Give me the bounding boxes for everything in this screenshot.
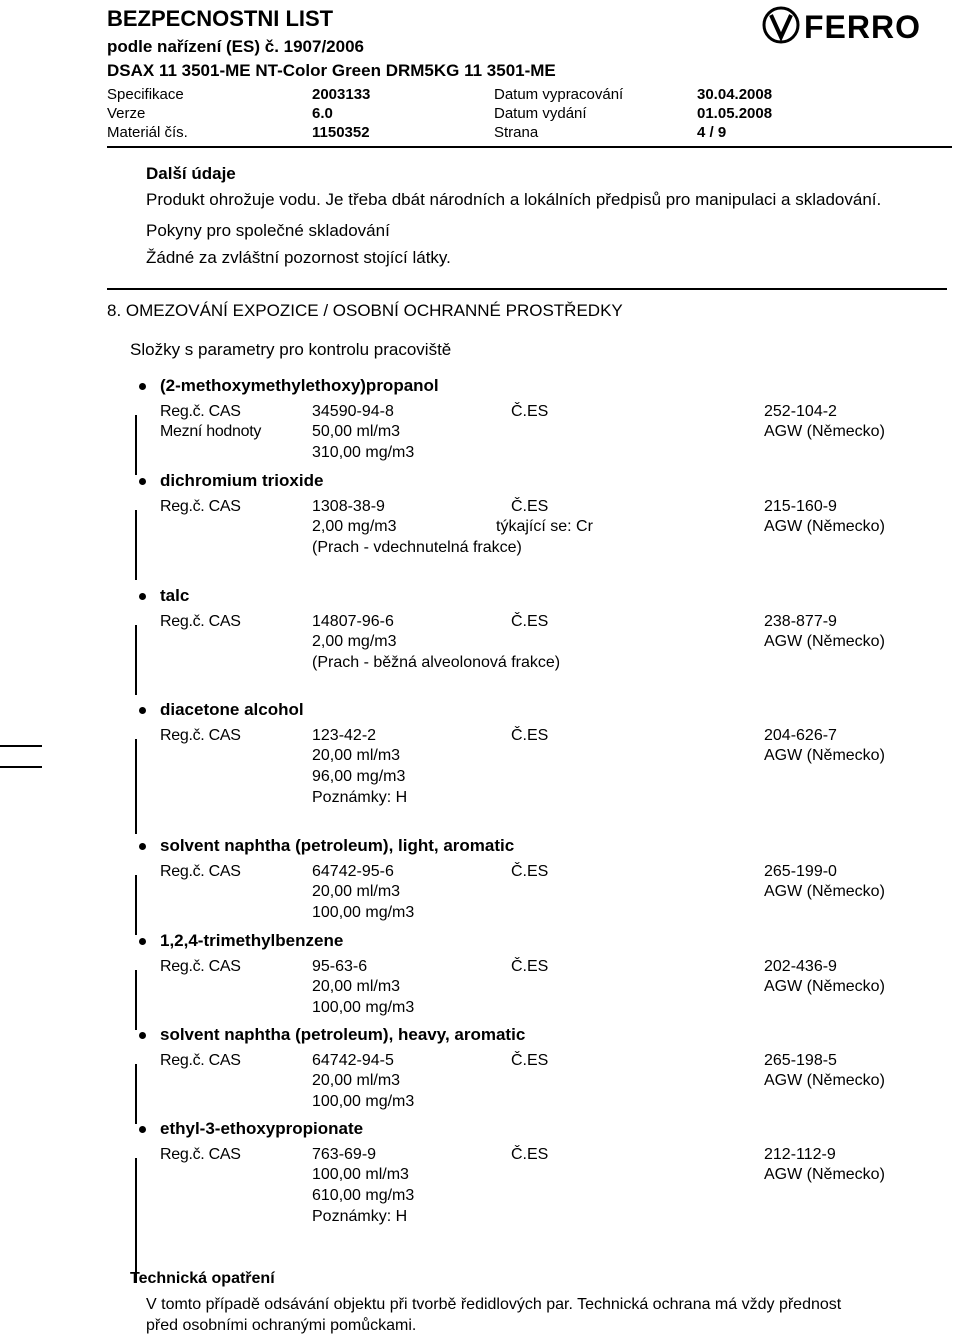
es-label: Č.ES bbox=[511, 727, 549, 744]
regulation-line: podle nařízení (ES) č. 1907/2006 bbox=[107, 37, 365, 56]
substance-name: dichromium trioxide bbox=[160, 471, 324, 490]
cas-label: Reg.č. CAS bbox=[160, 613, 241, 630]
section-divider bbox=[107, 288, 947, 290]
limit-value: 2,00 mg/m3 bbox=[312, 633, 397, 650]
limit-value: 310,00 mg/m3 bbox=[312, 444, 415, 461]
substance-name: solvent naphtha (petroleum), heavy, aromatic bbox=[160, 1025, 526, 1044]
limit-note: týkající se: Cr bbox=[496, 518, 593, 535]
limit-value: 96,00 mg/m3 bbox=[312, 768, 406, 785]
bullet-icon bbox=[139, 1032, 146, 1039]
es-label: Č.ES bbox=[511, 403, 549, 420]
es-label: Č.ES bbox=[511, 958, 549, 975]
limit-value: 2,00 mg/m3 bbox=[312, 518, 397, 535]
es-number: 212-112-9 bbox=[764, 1146, 836, 1163]
substance-name: 1,2,4-trimethylbenzene bbox=[160, 931, 344, 950]
agw-label: AGW (Německo) bbox=[764, 518, 885, 535]
cas-number: 34590-94-8 bbox=[312, 403, 394, 420]
es-label: Č.ES bbox=[511, 1052, 549, 1069]
es-number: 215-160-9 bbox=[764, 498, 837, 515]
logo-text: FERRO bbox=[804, 9, 921, 45]
other-heading: Další údaje bbox=[146, 164, 236, 183]
agw-label: AGW (Německo) bbox=[764, 423, 885, 440]
agw-label: AGW (Německo) bbox=[764, 1166, 885, 1183]
storage-text: Žádné za zvláštní pozornost stojící látky. bbox=[146, 248, 451, 267]
limit-bar bbox=[135, 970, 137, 1030]
meta-value: 4 / 9 bbox=[697, 124, 727, 141]
es-number: 238-877-9 bbox=[764, 613, 837, 630]
bullet-icon bbox=[139, 707, 146, 714]
cas-label: Reg.č. CAS bbox=[160, 958, 241, 975]
section-title: 8. OMEZOVÁNÍ EXPOZICE / OSOBNÍ OCHRANNÉ PROSTŘEDKY bbox=[107, 301, 623, 320]
limit-bar bbox=[135, 415, 137, 475]
bullet-icon bbox=[139, 1126, 146, 1133]
bullet-icon bbox=[139, 478, 146, 485]
es-number: 265-198-5 bbox=[764, 1052, 837, 1069]
es-label: Č.ES bbox=[511, 498, 549, 515]
substance-name: talc bbox=[160, 586, 190, 605]
es-label: Č.ES bbox=[511, 1146, 549, 1163]
limit-value: (Prach - běžná alveolonová frakce) bbox=[312, 654, 561, 671]
meta-label: Specifikace bbox=[107, 86, 184, 103]
document-title: BEZPECNOSTNI LIST bbox=[107, 6, 334, 31]
substance-name: ethyl-3-ethoxypropionate bbox=[160, 1119, 364, 1138]
substance-name: solvent naphtha (petroleum), light, aromatic bbox=[160, 836, 515, 855]
bullet-icon bbox=[139, 843, 146, 850]
cas-label: Reg.č. CAS bbox=[160, 1052, 241, 1069]
cas-number: 64742-95-6 bbox=[312, 863, 394, 880]
meta-value: 01.05.2008 bbox=[697, 105, 773, 122]
limit-value: 100,00 mg/m3 bbox=[312, 999, 415, 1016]
technical-heading: Technická opatření bbox=[130, 1270, 275, 1287]
technical-text-line2: před osobními ochranými pomůckami. bbox=[146, 1317, 417, 1334]
ferro-logo bbox=[762, 5, 948, 47]
meta-value: 2003133 bbox=[312, 86, 371, 103]
es-number: 265-199-0 bbox=[764, 863, 837, 880]
cas-label: Reg.č. CAS bbox=[160, 863, 241, 880]
cas-number: 64742-94-5 bbox=[312, 1052, 394, 1069]
cas-label: Reg.č. CAS bbox=[160, 727, 241, 744]
es-number: 252-104-2 bbox=[764, 403, 837, 420]
product-line: DSAX 11 3501-ME NT-Color Green DRM5KG 11 3501-ME bbox=[107, 61, 556, 80]
substance-name: diacetone alcohol bbox=[160, 700, 304, 719]
cas-label: Reg.č. CAS bbox=[160, 403, 241, 420]
limit-value: 20,00 ml/m3 bbox=[312, 747, 401, 764]
limit-value: Poznámky: H bbox=[312, 1208, 408, 1225]
agw-label: AGW (Německo) bbox=[764, 747, 885, 764]
cas-number: 14807-96-6 bbox=[312, 613, 394, 630]
limit-value: 20,00 ml/m3 bbox=[312, 883, 401, 900]
agw-label: AGW (Německo) bbox=[764, 883, 885, 900]
cas-number: 1308-38-9 bbox=[312, 498, 385, 515]
meta-label: Strana bbox=[494, 124, 539, 141]
cas-number: 763-69-9 bbox=[312, 1146, 377, 1163]
meta-value: 30.04.2008 bbox=[697, 86, 773, 103]
meta-label: Datum vydání bbox=[494, 105, 587, 122]
cas-number: 95-63-6 bbox=[312, 958, 368, 975]
limit-value: 20,00 ml/m3 bbox=[312, 978, 401, 995]
limits-label: Mezní hodnoty bbox=[160, 423, 262, 440]
limit-value: 100,00 mg/m3 bbox=[312, 904, 415, 921]
storage-heading: Pokyny pro společné skladování bbox=[146, 221, 390, 240]
agw-label: AGW (Německo) bbox=[764, 633, 885, 650]
limit-value: 50,00 ml/m3 bbox=[312, 423, 401, 440]
limit-value: (Prach - vdechnutelná frakce) bbox=[312, 539, 522, 556]
limit-value: 100,00 mg/m3 bbox=[312, 1093, 415, 1110]
limit-value: 20,00 ml/m3 bbox=[312, 1072, 401, 1089]
es-label: Č.ES bbox=[511, 613, 549, 630]
limit-value: 100,00 ml/m3 bbox=[312, 1166, 409, 1183]
change-mark bbox=[0, 766, 42, 768]
substance-name: (2-methoxymethylethoxy)propanol bbox=[160, 376, 439, 395]
cas-label: Reg.č. CAS bbox=[160, 498, 241, 515]
change-mark bbox=[0, 745, 42, 747]
limit-bar bbox=[135, 510, 137, 580]
meta-value: 1150352 bbox=[312, 124, 370, 141]
limit-value: Poznámky: H bbox=[312, 789, 408, 806]
limit-bar bbox=[135, 625, 137, 695]
meta-label: Materiál čís. bbox=[107, 124, 188, 141]
limit-value: 610,00 mg/m3 bbox=[312, 1187, 415, 1204]
technical-text-line1: V tomto případě odsávání objektu při tvorbě ředidlových par. Technická ochrana má vždy přednost bbox=[146, 1296, 842, 1313]
limit-bar bbox=[135, 1064, 137, 1124]
bullet-icon bbox=[139, 938, 146, 945]
meta-value: 6.0 bbox=[312, 105, 333, 122]
limit-bar bbox=[135, 739, 137, 834]
es-number: 204-626-7 bbox=[764, 727, 837, 744]
agw-label: AGW (Německo) bbox=[764, 978, 885, 995]
header-divider bbox=[107, 146, 952, 148]
cas-number: 123-42-2 bbox=[312, 727, 377, 744]
cas-label: Reg.č. CAS bbox=[160, 1146, 241, 1163]
limit-bar bbox=[135, 1158, 137, 1283]
bullet-icon bbox=[139, 593, 146, 600]
meta-label: Datum vypracování bbox=[494, 86, 624, 103]
meta-label: Verze bbox=[107, 105, 146, 122]
agw-label: AGW (Německo) bbox=[764, 1072, 885, 1089]
limit-bar bbox=[135, 875, 137, 935]
bullet-icon bbox=[139, 383, 146, 390]
es-label: Č.ES bbox=[511, 863, 549, 880]
other-text: Produkt ohrožuje vodu. Je třeba dbát národních a lokálních předpisů pro manipulaci a skladování. bbox=[146, 190, 882, 209]
es-number: 202-436-9 bbox=[764, 958, 837, 975]
section-subtitle: Složky s parametry pro kontrolu pracoviště bbox=[130, 340, 452, 359]
